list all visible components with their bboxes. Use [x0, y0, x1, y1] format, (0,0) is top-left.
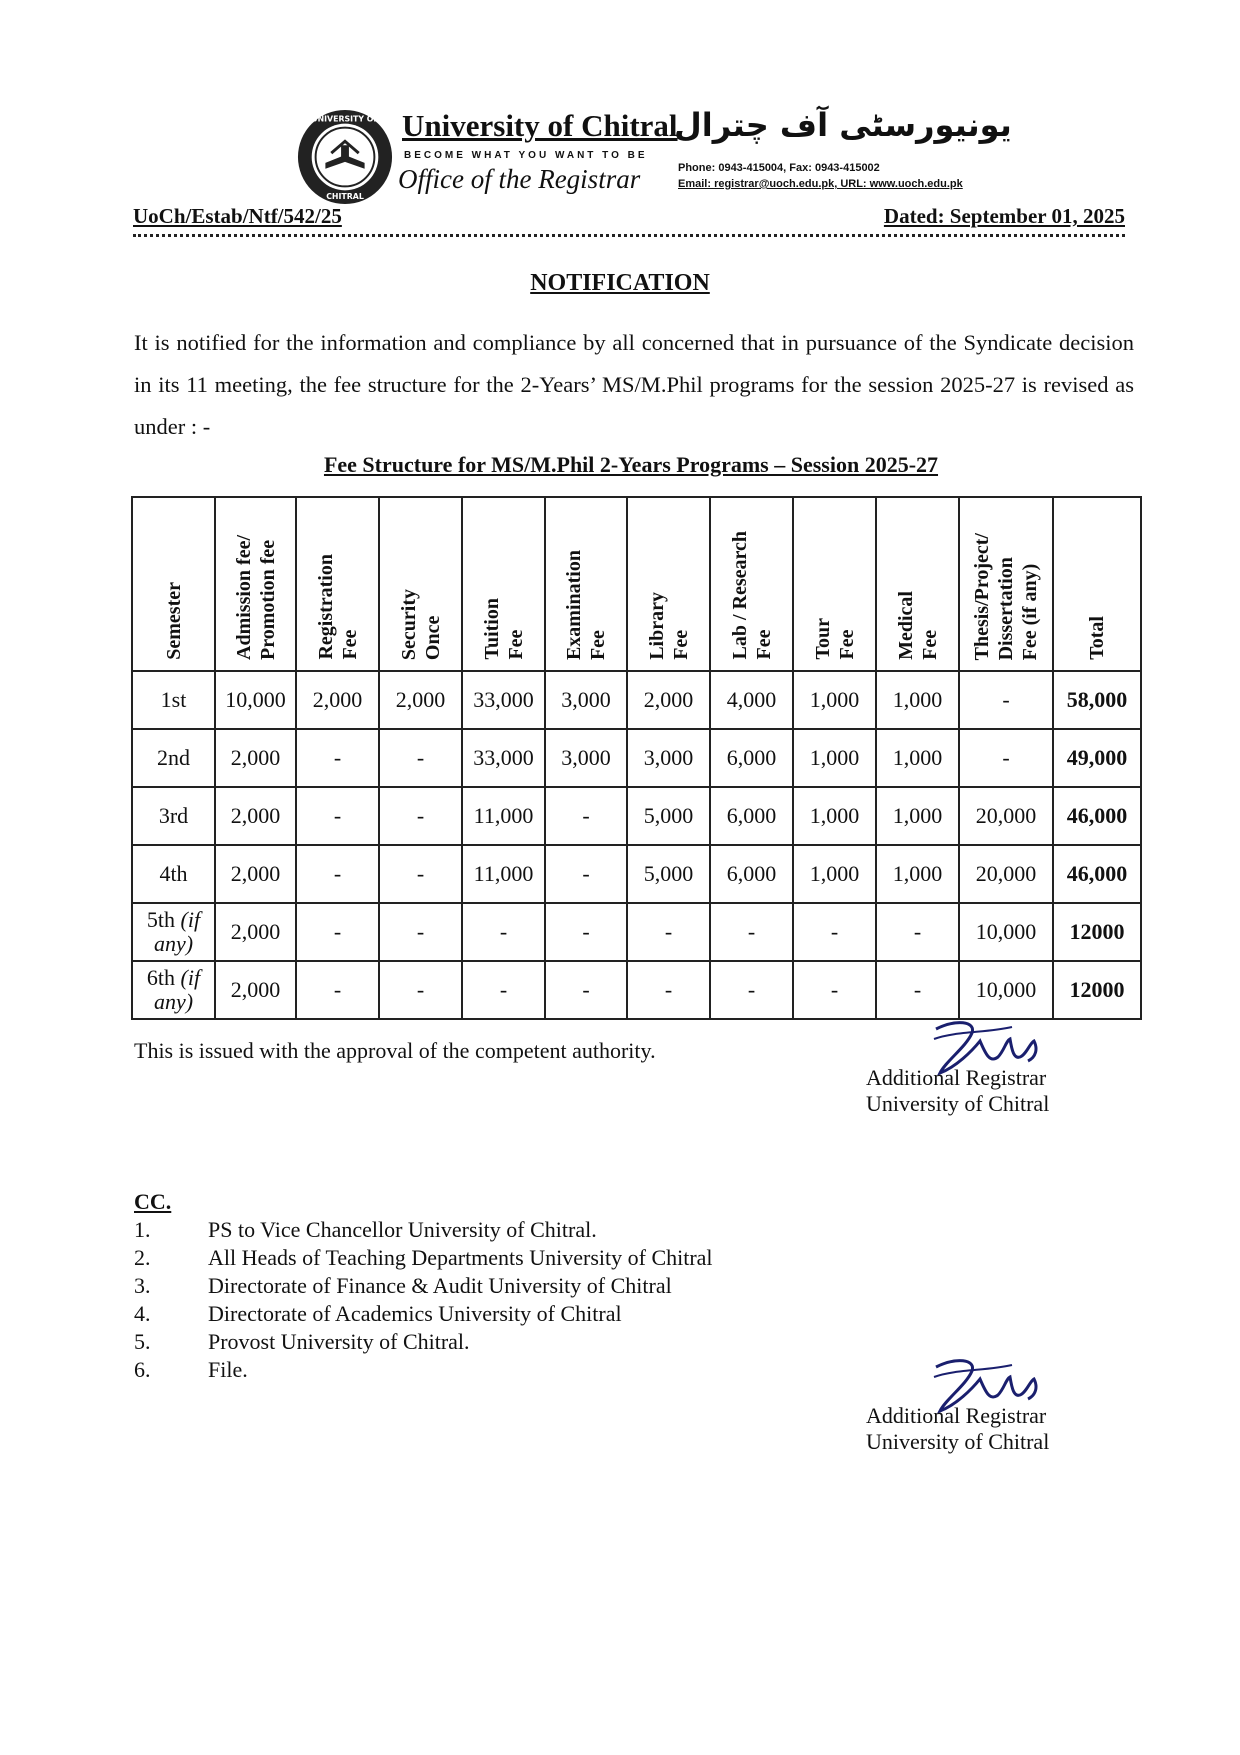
- fee-cell: -: [545, 961, 627, 1019]
- fee-cell: 2,000: [215, 729, 296, 787]
- list-item-text: Directorate of Finance & Audit University of Chitral: [208, 1273, 672, 1298]
- signatory-institution: University of Chitral: [866, 1091, 1050, 1116]
- column-header: [710, 497, 793, 671]
- fee-cell: 3,000: [545, 671, 627, 729]
- signatory-title: Additional Registrar: [866, 1065, 1047, 1090]
- semester-label: 5th: [146, 907, 176, 932]
- fee-cell: 10,000: [215, 671, 296, 729]
- column-header-label: [728, 531, 776, 660]
- column-header: [959, 497, 1053, 671]
- total-cell: 12000: [1053, 903, 1141, 961]
- cc-list: [134, 1188, 713, 1384]
- table-row: [132, 845, 1141, 903]
- column-header-line: Dissertation: [995, 556, 1017, 660]
- list-item-text: PS to Vice Chancellor University of Chitral.: [208, 1217, 597, 1242]
- approval-statement: This is issued with the approval of the competent authority.: [134, 1038, 656, 1063]
- semester-cell: [132, 845, 215, 903]
- semester-cell: [132, 787, 215, 845]
- column-header-label: [811, 618, 859, 660]
- seal-text-bottom: CHITRAL: [326, 192, 364, 202]
- column-header-line: Fee (if any): [1019, 563, 1041, 660]
- semester-note: (if any): [153, 907, 201, 956]
- fee-cell: 1,000: [876, 729, 959, 787]
- list-item-number: 4.: [134, 1301, 151, 1326]
- column-header-label: [314, 554, 362, 660]
- column-header-label: [894, 591, 942, 660]
- fee-cell: -: [545, 787, 627, 845]
- column-header-line: Security: [397, 588, 420, 660]
- university-name-urdu: یونیورسٹی آف چترال: [674, 106, 1012, 144]
- fee-cell: 2,000: [215, 845, 296, 903]
- fee-cell: 2,000: [627, 671, 710, 729]
- column-header-line: Fee: [835, 630, 858, 660]
- semester-cell: [132, 961, 215, 1019]
- list-item-number: 6.: [134, 1357, 151, 1382]
- fee-cell: 1,000: [793, 845, 876, 903]
- column-header-line: Fee: [504, 630, 527, 660]
- fee-cell: -: [296, 845, 379, 903]
- fee-cell: 2,000: [215, 903, 296, 961]
- fee-cell: -: [627, 961, 710, 1019]
- column-header: [793, 497, 876, 671]
- list-item-number: 2.: [134, 1245, 151, 1270]
- fee-cell: 1,000: [876, 845, 959, 903]
- semester-note: (if any): [153, 965, 201, 1014]
- university-motto: BECOME WHAT YOU WANT TO BE: [404, 150, 648, 161]
- column-header-label: [562, 550, 610, 660]
- fee-cell: 1,000: [793, 671, 876, 729]
- column-header-line: Tour: [811, 618, 834, 660]
- fee-cell: -: [296, 961, 379, 1019]
- semester-label: 4th: [159, 861, 188, 886]
- fee-cell: 20,000: [959, 787, 1053, 845]
- list-item-text: Directorate of Academics University of Chitral: [208, 1301, 622, 1326]
- fee-cell: -: [462, 903, 545, 961]
- fee-cell: -: [959, 671, 1053, 729]
- total-cell: 58,000: [1053, 671, 1141, 729]
- fee-cell: -: [379, 845, 462, 903]
- column-header-line: Promotion fee: [256, 539, 279, 660]
- fee-cell: -: [379, 903, 462, 961]
- column-header-label: [232, 535, 280, 660]
- column-header-line: Fee: [752, 630, 775, 660]
- semester-cell: [132, 671, 215, 729]
- cc-items: [134, 1216, 713, 1384]
- semester-cell: [132, 903, 215, 961]
- column-header: [215, 497, 296, 671]
- fee-cell: 2,000: [215, 961, 296, 1019]
- table-body: [132, 671, 1141, 1019]
- fee-cell: 6,000: [710, 845, 793, 903]
- seal-text-top: UNIVERSITY OF: [311, 114, 379, 124]
- list-item: [134, 1328, 470, 1356]
- fee-cell: -: [959, 729, 1053, 787]
- fee-cell: 20,000: [959, 845, 1053, 903]
- letterhead: [296, 104, 1012, 204]
- notification-title-text: NOTIFICATION: [530, 270, 710, 296]
- column-header-line: Fee: [669, 630, 692, 660]
- fee-cell: 10,000: [959, 961, 1053, 1019]
- list-item: [134, 1300, 622, 1328]
- fee-cell: 11,000: [462, 845, 545, 903]
- column-header-line: Lab / Research: [728, 531, 751, 660]
- signature-block: [866, 1065, 1096, 1117]
- signatory-title: Additional Registrar: [866, 1403, 1047, 1428]
- dated-text: Dated: September 01, 2025: [883, 204, 1125, 228]
- university-name: University of Chitral: [402, 108, 678, 143]
- fee-cell: -: [545, 845, 627, 903]
- fee-cell: 4,000: [710, 671, 793, 729]
- list-item-number: 3.: [134, 1273, 151, 1298]
- column-header: [876, 497, 959, 671]
- list-item-text: Provost University of Chitral.: [208, 1329, 470, 1354]
- fee-cell: -: [296, 787, 379, 845]
- notification-body: It is notified for the information and compliance by all concerned that in pursuance of the Syndicate decision in its 11 meeting, the fee structure for the 2-Years’ MS/M.Phil programs for the session 2025-27 is revised as under : -: [134, 330, 1134, 439]
- fee-structure-table: [131, 496, 1142, 1020]
- fee-cell: 5,000: [627, 845, 710, 903]
- fee-cell: -: [876, 903, 959, 961]
- list-item: [134, 1272, 672, 1300]
- fee-cell: -: [710, 961, 793, 1019]
- fee-cell: 5,000: [627, 787, 710, 845]
- fee-cell: -: [296, 903, 379, 961]
- fee-table-title: [0, 452, 1240, 478]
- column-header: [462, 497, 545, 671]
- semester-cell: [132, 729, 215, 787]
- email-line: Email: registrar@uoch.edu.pk, URL: www.uoch.edu.pk: [678, 178, 963, 190]
- office-name: Office of the Registrar: [398, 164, 641, 194]
- column-header-line: Fee: [338, 630, 361, 660]
- fee-cell: 33,000: [462, 671, 545, 729]
- table-header-row: [132, 497, 1141, 671]
- column-header-line: Library: [645, 592, 668, 660]
- fee-cell: 3,000: [545, 729, 627, 787]
- list-item: [134, 1216, 597, 1244]
- semester-label: 3rd: [158, 803, 189, 828]
- column-header: [627, 497, 710, 671]
- semester-label: 6th: [146, 965, 176, 990]
- fee-cell: -: [793, 961, 876, 1019]
- fee-cell: 1,000: [793, 787, 876, 845]
- fee-cell: -: [710, 903, 793, 961]
- column-header-label: [1085, 616, 1109, 660]
- reference-number: UoCh/Estab/Ntf/542/25: [133, 204, 342, 228]
- fee-cell: -: [462, 961, 545, 1019]
- column-header-line: Thesis/Project/: [971, 532, 993, 660]
- cc-label: CC.: [134, 1189, 172, 1214]
- column-header-line: Medical: [894, 591, 917, 660]
- column-header-line: Tuition: [480, 598, 503, 660]
- column-header-label: [645, 592, 693, 660]
- semester-label: 1st: [160, 687, 187, 712]
- column-header-line: Examination: [563, 549, 585, 660]
- column-header-label: [162, 582, 186, 660]
- column-header-label: [480, 598, 528, 660]
- column-header-line: Fee: [918, 630, 941, 660]
- fee-cell: 6,000: [710, 787, 793, 845]
- column-header-line: Once: [421, 615, 444, 660]
- fee-cell: 2,000: [215, 787, 296, 845]
- list-item: [134, 1244, 713, 1272]
- contact-info: [678, 160, 963, 192]
- table-row: [132, 787, 1141, 845]
- notification-title: [0, 270, 1240, 297]
- table-row: [132, 671, 1141, 729]
- column-header-line: Registration: [314, 554, 337, 660]
- fee-cell: 6,000: [710, 729, 793, 787]
- fee-cell: 11,000: [462, 787, 545, 845]
- column-header-line: Admission fee/: [232, 535, 255, 660]
- phone-line: Phone: 0943-415004, Fax: 0943-415002: [678, 162, 880, 174]
- signature-block-cc: [866, 1403, 1096, 1455]
- column-header-label: [970, 533, 1042, 660]
- column-header: [132, 497, 215, 671]
- fee-cell: 2,000: [379, 671, 462, 729]
- column-header-line: Total: [1086, 616, 1108, 660]
- total-cell: 49,000: [1053, 729, 1141, 787]
- reference-line: [133, 204, 1125, 237]
- fee-cell: 1,000: [876, 671, 959, 729]
- fee-cell: 33,000: [462, 729, 545, 787]
- fee-cell: 2,000: [296, 671, 379, 729]
- fee-cell: -: [876, 961, 959, 1019]
- table-row: [132, 729, 1141, 787]
- total-cell: 12000: [1053, 961, 1141, 1019]
- list-item-text: All Heads of Teaching Departments University of Chitral: [208, 1245, 713, 1270]
- fee-cell: 1,000: [876, 787, 959, 845]
- total-cell: 46,000: [1053, 845, 1141, 903]
- column-header: [1053, 497, 1141, 671]
- fee-cell: -: [296, 729, 379, 787]
- list-item-number: 1.: [134, 1217, 151, 1242]
- fee-cell: -: [793, 903, 876, 961]
- fee-cell: -: [379, 961, 462, 1019]
- column-header: [379, 497, 462, 671]
- semester-label: 2nd: [157, 745, 190, 770]
- fee-cell: -: [379, 787, 462, 845]
- fee-cell: 1,000: [793, 729, 876, 787]
- fee-cell: -: [379, 729, 462, 787]
- table-row: [132, 903, 1141, 961]
- university-seal-icon: [296, 108, 394, 206]
- signatory-institution: University of Chitral: [866, 1429, 1050, 1454]
- total-cell: 46,000: [1053, 787, 1141, 845]
- list-item: [134, 1356, 248, 1384]
- column-header-line: Fee: [587, 630, 609, 660]
- list-item-text: File.: [208, 1357, 248, 1382]
- fee-cell: 3,000: [627, 729, 710, 787]
- column-header: [296, 497, 379, 671]
- column-header-line: Semester: [162, 582, 185, 660]
- column-header: [545, 497, 627, 671]
- fee-cell: -: [545, 903, 627, 961]
- column-header-label: [397, 589, 445, 660]
- list-item-number: 5.: [134, 1329, 151, 1354]
- fee-cell: -: [627, 903, 710, 961]
- fee-cell: 10,000: [959, 903, 1053, 961]
- fee-table-title-text: Fee Structure for MS/M.Phil 2-Years Programs – Session 2025-27: [323, 452, 939, 477]
